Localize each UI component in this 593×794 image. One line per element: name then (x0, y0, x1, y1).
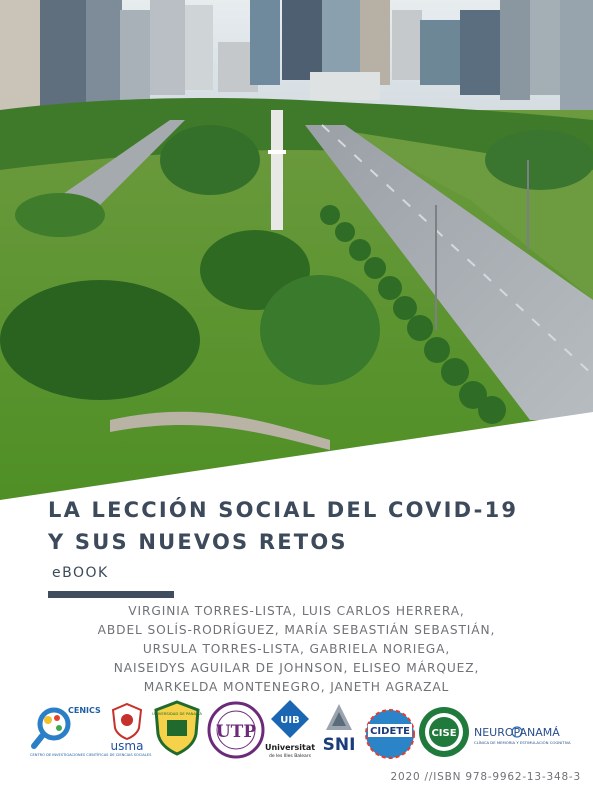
cise-logo (418, 704, 470, 760)
utp-logo-icon (206, 700, 266, 760)
title-divider (48, 591, 174, 598)
usma-crest-icon (104, 702, 150, 754)
up-logo (152, 700, 202, 756)
title-line-1: LA LECCIÓN SOCIAL DEL COVID-19 (48, 498, 519, 522)
sni-name: SNI (322, 735, 356, 755)
author-line: URSULA TORRES-LISTA, GABRIELA NORIEGA, (142, 642, 451, 656)
up-name: UNIVERSIDAD DE PANAMÁ (152, 711, 202, 716)
sni-logo (316, 702, 362, 762)
cidete-logo (364, 706, 416, 762)
uib-logo (265, 698, 315, 764)
neuropanama-logo (472, 720, 576, 750)
usma-logo (104, 702, 150, 754)
institution-logos (0, 696, 593, 766)
cise-name: CISE (431, 728, 457, 739)
cidete-name: CIDETE (370, 726, 410, 737)
book-title (48, 494, 518, 558)
neuro-caption: CLÍNICA DE MEMORIA Y ESTIMULACIÓN COGNITIVA (474, 740, 571, 745)
neuro-name: NEUROPANAMÁ (474, 726, 560, 739)
uib-caption-2: de les Illes Balears (268, 754, 312, 759)
uib-name: UIB (280, 715, 300, 726)
author-line: NAISEIDYS AGUILAR DE JOHNSON, ELISEO MÁRQUEZ, (113, 661, 480, 675)
uib-diamond-icon (265, 698, 315, 764)
title-line-2: Y SUS NUEVOS RETOS (48, 530, 348, 554)
utp-logo (206, 700, 266, 760)
sni-logo-icon (316, 702, 362, 762)
cenics-caption: CENTRO DE INVESTIGACIONES CIENTÍFICAS DE CIENCIAS SOCIALES (30, 753, 152, 757)
neuro-logo-icon (472, 720, 576, 750)
author-line: MARKELDA MONTENEGRO, JANETH AGRAZAL (143, 680, 450, 694)
usma-name: usma (110, 739, 144, 753)
university-seal-icon (152, 700, 202, 756)
cidete-globe-icon (364, 706, 416, 762)
author-line: ABDEL SOLÍS-RODRÍGUEZ, MARÍA SEBASTIÁN SEBASTIÁN, (97, 623, 496, 637)
utp-name: UTP (215, 722, 257, 742)
author-line: VIRGINIA TORRES-LISTA, LUIS CARLOS HERRERA, (128, 604, 465, 618)
format-label: eBOOK (52, 565, 109, 581)
uib-caption-1: Universitat (264, 743, 316, 752)
cise-seal-icon (418, 704, 470, 760)
isbn-footer: 2020 //ISBN 978-9962-13-348-3 (390, 771, 581, 783)
author-list (40, 602, 553, 697)
cenics-name: CENICS (68, 706, 101, 715)
